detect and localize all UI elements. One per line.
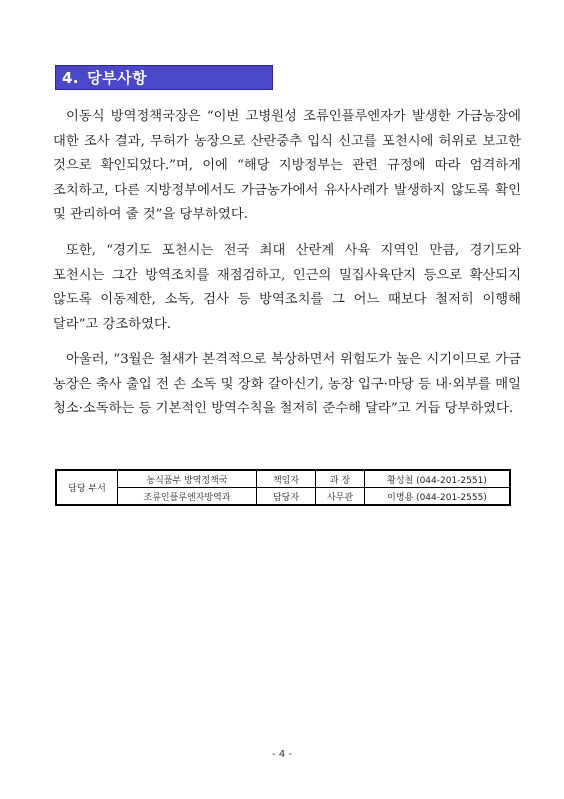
paragraph-march-biosecurity: 아울러, “3월은 철새가 본격적으로 북상하면서 위험도가 높은 시기이므로 가금 농장은 축사 출입 전 손 소독 및 장화 갈아신기, 농장 입구·마당 등 내·외부를 매일 청소·소독하는 등 기본적인 방역수칙을 철저히 준수해 달라”고 거듭 당부하였다. xyxy=(53,352,521,416)
contact-person: 황성철 (044-201-2551) xyxy=(365,470,511,488)
contact-title: 사무관 xyxy=(316,488,365,506)
section-number: 4. xyxy=(62,68,80,87)
paragraph-director-statement: 이동식 방역정책국장은 “이번 고병원성 조류인플루엔자가 발생한 가금농장에 대한 조사 결과, 무허가 농장으로 산란중추 입식 신고를 포천시에 허위로 보고한 것으로 확인되었다.”며, 이에 “해당 지방정부는 관련 규정에 따라 엄격하게 조치하고, 다른 지방정부에서도 가금농가에서 유사사례가 발생하지 않도록 확인 및 관리하여 줄 것”을 당부하였다. xyxy=(53,109,521,222)
page-number: - 4 - xyxy=(272,749,292,760)
section-heading xyxy=(55,65,273,90)
dept-label: 담당 부서 xyxy=(56,470,118,505)
paragraph-pocheon-emphasis: 또한, “경기도 포천시는 전국 최대 산란계 사육 지역인 만큼, 경기도와 포천시는 그간 방역조치를 재점검하고, 인근의 밀집사육단지 등으로 확산되지 않도록 이동제한, 소독, 검사 등 방역조치를 그 어느 때보다 철저히 이행해 달라”고 강조하였다. xyxy=(53,243,521,332)
contact-table xyxy=(55,469,511,506)
contact-role: 책임자 xyxy=(257,470,316,488)
section-title: 당부사항 xyxy=(87,69,148,87)
contact-role: 담당자 xyxy=(257,488,316,506)
bureau-name: 농식품부 방역정책국 xyxy=(118,470,257,488)
contact-row xyxy=(56,488,510,506)
contact-title: 과 장 xyxy=(316,470,365,488)
contact-person: 이병용 (044-201-2555) xyxy=(365,488,511,506)
contact-row xyxy=(56,470,510,488)
division-name: 조류인플루엔자방역과 xyxy=(118,488,257,506)
